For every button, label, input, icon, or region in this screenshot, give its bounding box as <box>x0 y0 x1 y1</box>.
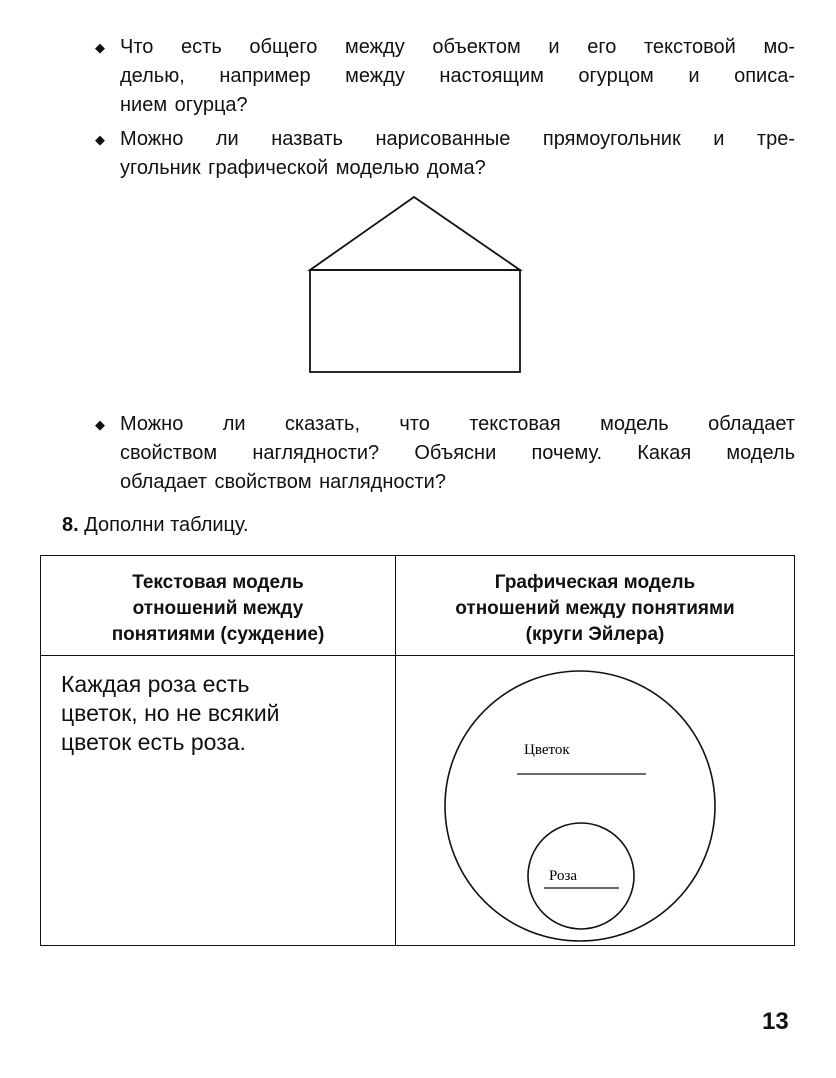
statement-line: цветок есть роза. <box>61 729 246 755</box>
inner-circle-rose <box>528 823 634 929</box>
diamond-bullet-icon: ◆ <box>95 132 105 147</box>
euler-diagram <box>396 656 794 944</box>
task-text: Дополни таблицу. <box>84 514 249 536</box>
euler-diagram-cell <box>396 656 795 946</box>
question-line: угольник графической моделью дома? <box>120 157 486 179</box>
header-line: понятиями (суждение) <box>111 624 325 645</box>
house-drawing <box>300 190 530 380</box>
house-roof-triangle <box>310 197 520 270</box>
header-line: (круги Эйлера) <box>525 624 665 645</box>
question-line: делью, например между настоящим огурцом и описа- <box>120 65 795 87</box>
outer-circle-flower <box>445 671 715 941</box>
diamond-bullet-icon: ◆ <box>95 417 105 432</box>
header-line: отношений между понятиями <box>455 598 735 619</box>
question-line: свойством наглядности? Объясни почему. Какая модель <box>120 442 795 464</box>
header-graphic-model <box>396 556 795 656</box>
question-line: Можно ли назвать нарисованные прямоугольник и тре- <box>120 128 795 150</box>
question-line: Что есть общего между объектом и его текстовой мо- <box>120 36 795 58</box>
inner-label: Роза <box>549 868 578 884</box>
text-model-cell <box>41 656 396 946</box>
header-line: отношений между <box>132 598 304 619</box>
question-line: обладает свойством наглядности? <box>120 471 446 493</box>
outer-label: Цветок <box>524 742 570 758</box>
task-8 <box>62 514 249 537</box>
page-number: 13 <box>762 1008 789 1035</box>
house-body-rectangle <box>310 270 520 372</box>
models-table <box>40 555 795 946</box>
question-3 <box>95 410 795 497</box>
header-line: Текстовая модель <box>132 572 304 593</box>
header-text-model <box>41 556 396 656</box>
diamond-bullet-icon: ◆ <box>95 40 105 55</box>
question-line: нием огурца? <box>120 94 248 116</box>
task-number: 8. <box>62 514 79 536</box>
question-2 <box>95 125 795 183</box>
question-line: Можно ли сказать, что текстовая модель обладает <box>120 413 795 435</box>
statement-line: цветок, но не всякий <box>61 700 280 726</box>
header-line: Графическая модель <box>494 572 696 593</box>
question-1 <box>95 33 795 120</box>
statement-line: Каждая роза есть <box>61 671 250 697</box>
